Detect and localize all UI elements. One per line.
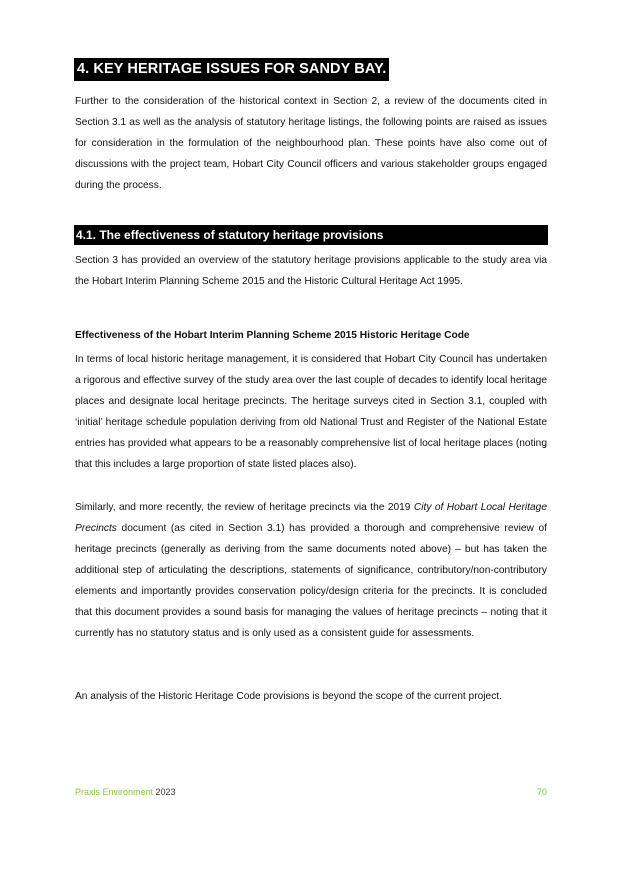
footer-credit (75, 785, 176, 799)
footer-brand: Praxis Environment (75, 787, 154, 797)
subheading: Effectiveness of the Hobart Interim Planning Scheme 2015 Historic Heritage Code (75, 330, 470, 341)
paragraph-scope-note: An analysis of the Historic Heritage Code provisions is beyond the scope of the current project. (75, 691, 502, 702)
section-intro-paragraph: Further to the consideration of the historical context in Section 2, a review of the documents cited in Section 3.1 as well as the analysis of statutory heritage listings, the following points are raised as issues for consideration in the formulation of the neighbourhood plan. These points have also come out of discussions with the project team, Hobart City Council officers and various stakeholder groups engaged during the process. (75, 96, 547, 191)
footer-year: 2023 (155, 787, 176, 797)
subsection-intro-paragraph: Section 3 has provided an overview of the statutory heritage provisions applicable to the study area via the Hobart Interim Planning Scheme 2015 and the Historic Cultural Heritage Act 1995. (75, 255, 547, 287)
document-title-italic: City of Hobart Local Heritage Precincts (75, 502, 547, 534)
paragraph-heritage-precincts (75, 497, 547, 644)
section-heading: 4. KEY HERITAGE ISSUES FOR SANDY BAY. (74, 58, 389, 81)
paragraph-local-heritage: In terms of local historic heritage management, it is considered that Hobart City Council has undertaken a rigorous and effective survey of the study area over the last couple of decades to identify local heritage places and designate local heritage precincts. The heritage surveys cited in Section 3.1, coupled with ‘initial’ heritage schedule population deriving from old National Trust and Register of the National Estate entries has provided what appears to be a reasonably comprehensive list of local heritage places (noting that this includes a large proportion of state listed places also). (75, 354, 547, 470)
page-number: 70 (537, 787, 548, 797)
paragraph-part-before: Similarly, and more recently, the review of heritage precincts via the 2019 (75, 502, 414, 513)
subsection-heading: 4.1. The effectiveness of statutory heritage provisions (74, 225, 548, 245)
paragraph-part-after: document (as cited in Section 3.1) has provided a thorough and comprehensive review of heritage precincts (generally as deriving from the same documents noted above) – but has taken the additional step of articulating the descriptions, statements of significance, contributory/non-contributory elements and importantly provides conservation policy/design criteria for the precincts. It is concluded that this document provides a sound basis for managing the values of heritage precincts – noting that it currently has no statutory status and is only used as a consistent guide for assessments. (75, 523, 547, 639)
